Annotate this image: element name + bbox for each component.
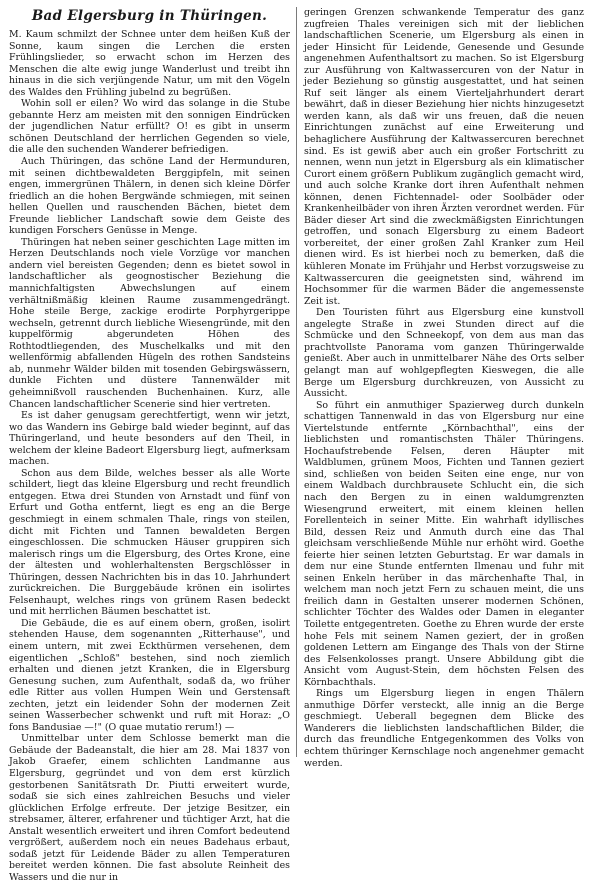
paragraph: Rings um Elgersburg liegen in engen Thälern anmuthige Dörfer versteckt, alle innig an die Berge geschmiegt. Ueberall begegnen dem Blicke des Wanderers die lieblichsten landschaftlichen Bilder, die durch das freundliche Entgegenkommen des Volks von echtem thüringer Kernschlage noch angenehmer gemacht werden. [304,688,584,769]
paragraph: So führt ein anmuthiger Spazierweg durch dunkeln schattigen Tannenwald in das von Elgersburg nur eine Viertelstunde entfernte „Körnbachthal", eins der lieblichsten und romantischsten Thäler Thüringens. Hochaufstrebende Felsen, deren Häupter mit Waldblumen, grünem Moos, Fichten und Tannen geziert sind, schließen von beiden Seiten eine enge, nur von einem Waldbach durchbrausete Schlucht ein, die sich nach den Bergen zu in einen waldumgrenzten Wiesengrund erweitert, mit einem kleinen hellen Forellenteich in seiner Mitte. Ein wahrhaft idyllisches Bild, dessen Reiz und Anmuth durch eine das Thal gleichsam verschließende Mühle nur erhöht wird. Goethe feierte hier seinen letzten Geburtstag. Er war damals in dem nur eine Stunde entfernten Ilmenau und fuhr mit seinen Enkeln herüber in das märchenhafte Thal, in welchem man noch jetzt Fern zu schauen meint, die uns freilich dann in Gestalten unserer modernen Schönen, schlichter Töchter des Waldes oder Damen in eleganter Toilette entgegentreten. Goethe zu Ehren wurde der erste hohe Fels mit seinem Namen geziert, der in großen goldenen Lettern am Eingange des Thals von der Stirne des Felsenkolosses prangt. Unsere Abbildung gibt die Ansicht vom August-Stein, dem höchsten Felsen des Körnbachthals. [304,399,584,688]
paragraph: geringen Grenzen schwankende Temperatur des ganz zugfreien Thales vereinigen sich mit der lieblichen landschaftlichen Scenerie, um Elgersburg als einen in jeder Hinsicht für Leidende, Genesende und Gesunde angenehmen Aufenthaltsort zu machen. So ist Elgersburg zur Ausführung von Kaltwassercuren von der Natur in jeder Beziehung so günstig ausgestattet, und hat seinen Ruf seit länger als einem Vierteljahrhundert derart bewährt, daß in dieser Beziehung hier nichts hinzugesetzt werden kann, als daß wir uns freuen, daß die neuen Einrichtungen zunächst auf eine Erweiterung und behaglichere Ausführung der Kaltwassercuren berechnet sind. Es ist gewiß aber auch ein großer Fortschritt zu nennen, wenn nun jetzt in Elgersburg als ein klimatischer Curort einem größern Publikum zugänglich gemacht wird, und auch solche Kranke dort ihren Aufenthalt nehmen können, denen Fichtennadel- oder Soolbäder oder Krankenheilbäder von ihren Ärzten verordnet werden. Für Bäder dieser Art sind die zweckmäßigsten Einrichtungen getroffen, und sonach Elgersburg zu einem Badeort vorbereitet, der einer großen Zahl Kranker zum Heil dienen wird. Es ist hierbei noch zu bemerken, daß die kühleren Monate im Frühjahr und Herbst vorzugsweise zu Kaltwassercuren die geeignetsten sind, während im Hochsommer für die warmen Bäder die angemessenste Zeit ist. [304,7,584,307]
paragraph: Die Gebäude, die es auf einem obern, großen, isolirt stehenden Hause, dem sogenannten „Ritterhause", und einem untern, mit zwei Eckthürmen versehenen, dem eigentlichen „Schloß" bestehen, sind noch ziemlich erhalten und dienen jetzt Kranken, die in Elgersburg Genesung suchen, zum Aufenthalt, sodaß da, wo früher edle Ritter aus vollen Humpen Wein und Gerstensaft zechten, jetzt ein leidender Sohn der modernen Zeit seinen Wasserbecher schwenkt und ruft mit Horaz: „O fons Bandusiae —!" (O quae mutatio rerum!) — [9,617,290,733]
paragraph: Unmittelbar unter dem Schlosse bemerkt man die Gebäude der Badeanstalt, die hier am 28. Mai 1837 von Jakob Graefer, einem schlichten Landmanne aus Elgersburg, gegründet und von dem erst kürzlich gestorbenen Sanitätsrath Dr. Piutti erweitert wurde, sodaß sie sich eines zahlreichen Besuchs und vieler glücklichen Erfolge erfreute. Der jetzige Besitzer, ein strebsamer, älterer, erfahrener und tüchtiger Arzt, hat die Anstalt wesentlich erweitert und ihren Comfort bedeutend vergrößert, außerdem noch ein neues Badehaus erbaut, sodaß jetzt für Leidende Bäder zu allen Temperaturen bereitet werden können. Die fast absolute Reinheit des Wassers und die nur in [9,733,290,883]
paragraph: Wohin soll er eilen? Wo wird das solange in die Stube gebannte Herz am meisten mit den sonnigen Eindrücken der jugendlichen Natur erfüllt? O! es gibt in unserm schönen Deutschland der herrlichen Gegenden so viele, die alle den suchenden Wanderer befriedigen. [9,98,290,156]
paragraph: M. Kaum schmilzt der Schnee unter dem heißen Kuß der Sonne, kaum singen die Lerchen die ersten Frühlingslieder, so erwacht schon im Herzen des Menschen die alte ewig junge Wanderlust und treibt ihn hinaus in die sich verjüngende Natur, um mit den Vögeln des Waldes den Frühling jubelnd zu begrüßen. [9,29,290,98]
paragraph: Auch Thüringen, das schöne Land der Hermunduren, mit seinen dichtbewaldeten Berggipfeln, mit seinen engen, immergrünen Thälern, in denen sich kleine Dörfer friedlich an die hohen Bergwände schmiegen, mit seinen hellen Quellen und rauschenden Bächen, bietet dem Freunde lieblicher Landschaft sowie dem Geiste des kundigen Forschers Genüsse in Menge. [9,156,290,237]
right-column [297,7,584,769]
left-column [9,7,296,883]
paragraph: Den Touristen führt aus Elgersburg eine kunstvoll angelegte Straße in zwei Stunden direct auf die Schmücke und den Schneekopf, von dem aus man das prachtvollste Panorama vom ganzen Thüringerwalde genießt. Aber auch in unmittelbarer Nähe des Orts selber gelangt man auf wohlgepflegten Kieswegen, die alle Berge um Elgersburg durchkreuzen, von Aussicht zu Aussicht. [304,307,584,400]
paragraph: Schon aus dem Bilde, welches besser als alle Worte schildert, liegt das kleine Elgersburg und recht freundlich entgegen. Etwa drei Stunden von Arnstadt und fünf von Erfurt und Gotha entfernt, liegt es eng an die Berge geschmiegt in einem schmalen Thale, rings von steilen, dicht mit Fichten und Tannen bewaldeten Bergen eingeschlossen. Die schmucken Häuser gruppiren sich malerisch rings um die Elgersburg, des Ortes Krone, eine der ältesten und wohlerhaltensten Bergschlösser in Thüringen, dessen Nachrichten bis in das 10. Jahrhundert zurückreichen. Die Burggebäude krönen ein isolirtes Felsenhaupt, welches rings von grünem Rasen bedeckt und mit herrlichen Bäumen beschattet ist. [9,467,290,618]
paragraph: Thüringen hat neben seiner geschichten Lage mitten im Herzen Deutschlands noch viele Vorzüge vor manchen andern viel bereisten Gegenden; denn es bietet sowol in landschaftlicher als geognostischer Beziehung die mannichfaltigsten Abwechslungen auf einem verhältnißmäßig kleinen Raume zusammengedrängt. Hohe steile Berge, zackige erodirte Porphyrgerippe wechseln, getrennt durch liebliche Wiesengründe, mit den kuppelförmig abgerundeten Höhen des Rothtodtliegenden, des Muschelkalks und mit den wellenförmig abfallenden Hügeln des rothen Sandsteins ab, nunmehr Wälder bilden mit tosenden Gebirgswässern, dunkle Fichten und düstere Tannenwälder mit geheimnißvoll rauschenden Buchenhainen. Kurz, alle Chancen landschaftlicher Scenerie sind hier vertreten. [9,236,290,410]
paragraph: Es ist daher genugsam gerechtfertigt, wenn wir jetzt, wo das Wandern ins Gebirge bald wieder beginnt, auf das Thüringerland, und heute besonders auf den Theil, in welchem der kleine Badeort Elgersburg liegt, aufmerksam machen. [9,410,290,468]
article-title: Bad Elgersburg in Thüringen. [31,8,268,24]
